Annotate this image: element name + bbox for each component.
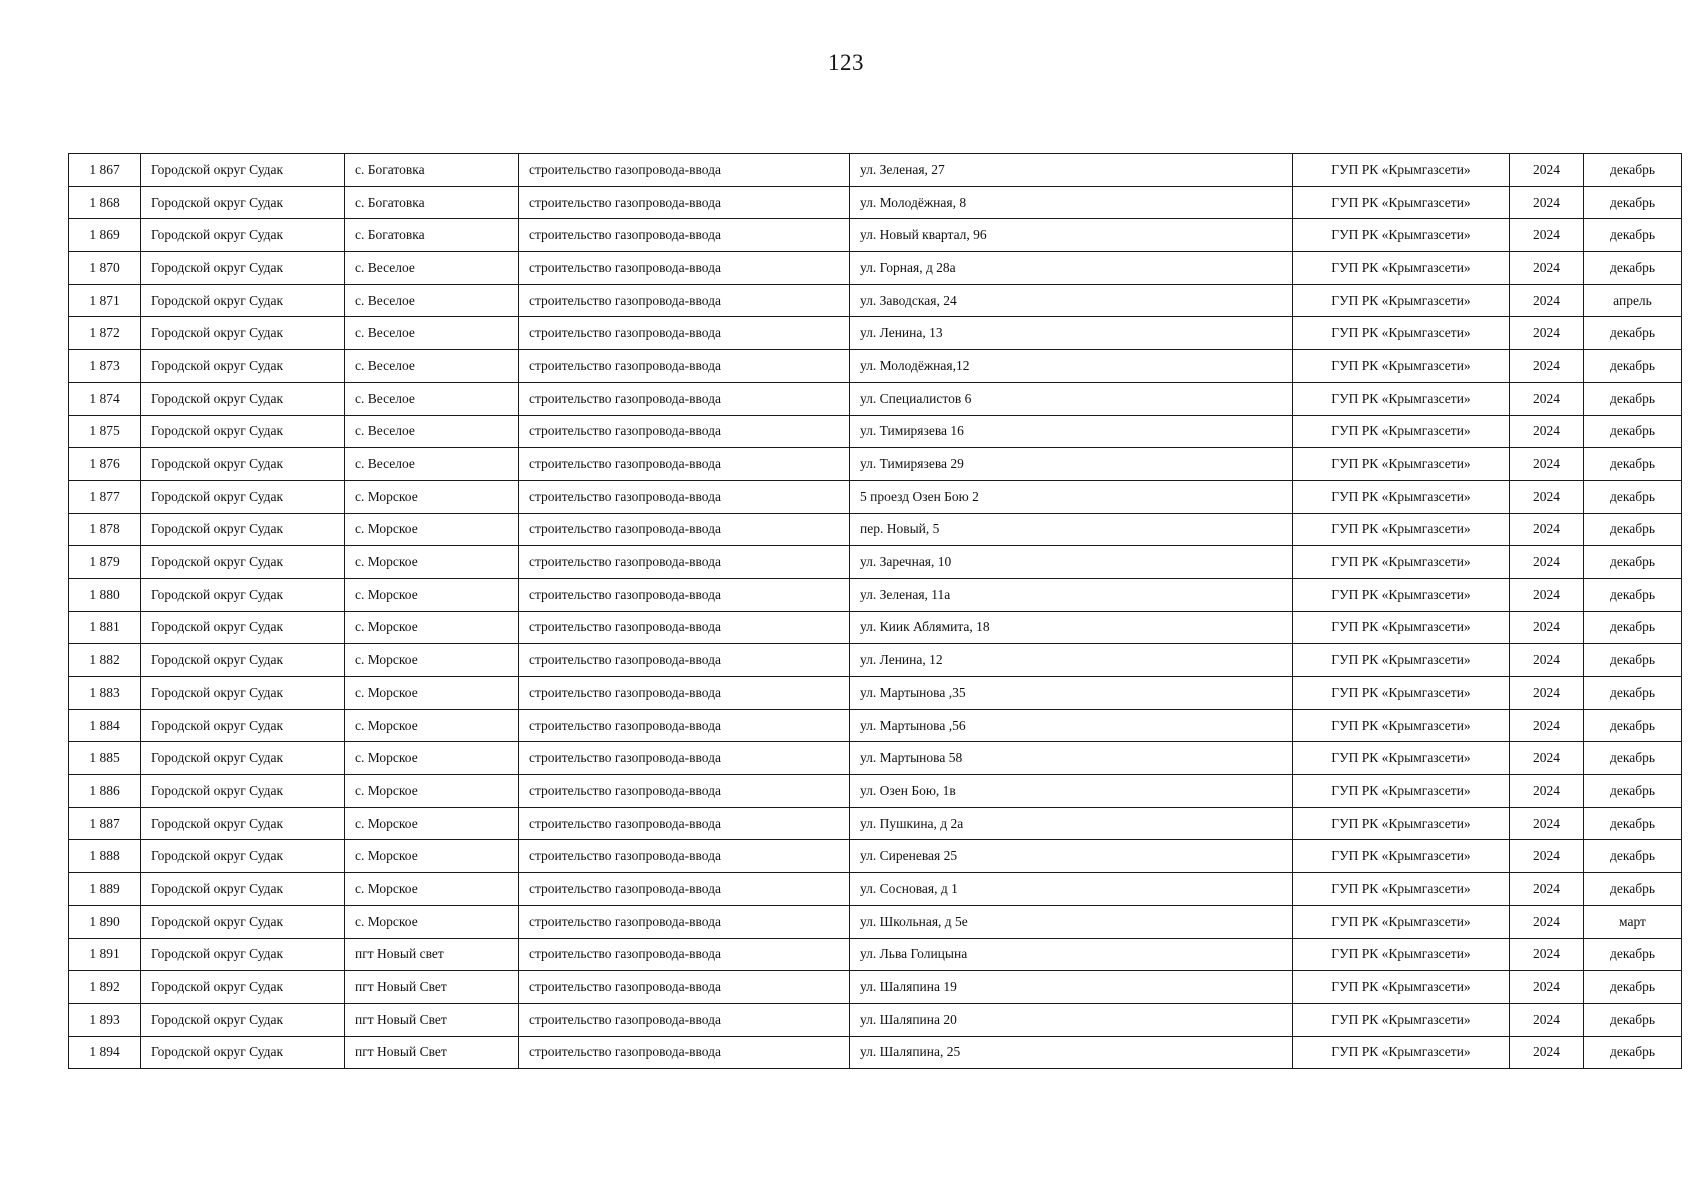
table-row (69, 742, 1682, 775)
table-row (69, 938, 1682, 971)
table-row (69, 677, 1682, 710)
table-row (69, 1003, 1682, 1036)
month-cell: декабрь (1584, 840, 1682, 873)
organization-cell: ГУП РК «Крымгазсети» (1293, 480, 1510, 513)
organization-cell: ГУП РК «Крымгазсети» (1293, 840, 1510, 873)
work-type-cell: строительство газопровода-ввода (519, 284, 850, 317)
month-cell: декабрь (1584, 677, 1682, 710)
settlement-cell: с. Морское (345, 546, 519, 579)
district-cell: Городской округ Судак (141, 513, 345, 546)
row-number-cell: 1 876 (69, 448, 141, 481)
row-number-cell: 1 883 (69, 677, 141, 710)
month-cell: декабрь (1584, 219, 1682, 252)
table-row (69, 1036, 1682, 1069)
district-cell: Городской округ Судак (141, 611, 345, 644)
month-cell: декабрь (1584, 873, 1682, 906)
year-cell: 2024 (1510, 709, 1584, 742)
year-cell: 2024 (1510, 382, 1584, 415)
month-cell: декабрь (1584, 252, 1682, 285)
row-number-cell: 1 885 (69, 742, 141, 775)
district-cell: Городской округ Судак (141, 546, 345, 579)
row-number-cell: 1 868 (69, 186, 141, 219)
address-cell: ул. Шаляпина 19 (850, 971, 1293, 1004)
month-cell: март (1584, 905, 1682, 938)
address-cell: ул. Школьная, д 5е (850, 905, 1293, 938)
year-cell: 2024 (1510, 186, 1584, 219)
row-number-cell: 1 880 (69, 578, 141, 611)
row-number-cell: 1 867 (69, 154, 141, 187)
district-cell: Городской округ Судак (141, 578, 345, 611)
address-cell: ул. Озен Бою, 1в (850, 775, 1293, 808)
settlement-cell: с. Морское (345, 709, 519, 742)
table-row (69, 578, 1682, 611)
address-cell: ул. Киик Аблямита, 18 (850, 611, 1293, 644)
work-type-cell: строительство газопровода-ввода (519, 154, 850, 187)
work-type-cell: строительство газопровода-ввода (519, 1003, 850, 1036)
table-row (69, 350, 1682, 383)
work-type-cell: строительство газопровода-ввода (519, 448, 850, 481)
work-type-cell: строительство газопровода-ввода (519, 807, 850, 840)
work-type-cell: строительство газопровода-ввода (519, 382, 850, 415)
table-row (69, 317, 1682, 350)
table-row (69, 154, 1682, 187)
organization-cell: ГУП РК «Крымгазсети» (1293, 219, 1510, 252)
month-cell: декабрь (1584, 578, 1682, 611)
district-cell: Городской округ Судак (141, 350, 345, 383)
row-number-cell: 1 877 (69, 480, 141, 513)
month-cell: декабрь (1584, 350, 1682, 383)
settlement-cell: с. Веселое (345, 284, 519, 317)
settlement-cell: с. Богатовка (345, 154, 519, 187)
organization-cell: ГУП РК «Крымгазсети» (1293, 677, 1510, 710)
address-cell: ул. Новый квартал, 96 (850, 219, 1293, 252)
organization-cell: ГУП РК «Крымгазсети» (1293, 578, 1510, 611)
organization-cell: ГУП РК «Крымгазсети» (1293, 775, 1510, 808)
month-cell: декабрь (1584, 513, 1682, 546)
organization-cell: ГУП РК «Крымгазсети» (1293, 350, 1510, 383)
organization-cell: ГУП РК «Крымгазсети» (1293, 252, 1510, 285)
work-type-cell: строительство газопровода-ввода (519, 644, 850, 677)
work-type-cell: строительство газопровода-ввода (519, 611, 850, 644)
year-cell: 2024 (1510, 644, 1584, 677)
district-cell: Городской округ Судак (141, 677, 345, 710)
table-body (69, 154, 1682, 1069)
organization-cell: ГУП РК «Крымгазсети» (1293, 186, 1510, 219)
year-cell: 2024 (1510, 840, 1584, 873)
address-cell: ул. Сосновая, д 1 (850, 873, 1293, 906)
district-cell: Городской округ Судак (141, 971, 345, 1004)
address-cell: ул. Зеленая, 27 (850, 154, 1293, 187)
settlement-cell: с. Морское (345, 873, 519, 906)
address-cell: ул. Горная, д 28а (850, 252, 1293, 285)
address-cell: ул. Льва Голицына (850, 938, 1293, 971)
settlement-cell: с. Веселое (345, 415, 519, 448)
work-type-cell: строительство газопровода-ввода (519, 317, 850, 350)
organization-cell: ГУП РК «Крымгазсети» (1293, 513, 1510, 546)
work-type-cell: строительство газопровода-ввода (519, 709, 850, 742)
work-type-cell: строительство газопровода-ввода (519, 905, 850, 938)
address-cell: ул. Специалистов 6 (850, 382, 1293, 415)
year-cell: 2024 (1510, 1036, 1584, 1069)
row-number-cell: 1 871 (69, 284, 141, 317)
month-cell: декабрь (1584, 448, 1682, 481)
year-cell: 2024 (1510, 938, 1584, 971)
district-cell: Городской округ Судак (141, 252, 345, 285)
table-row (69, 219, 1682, 252)
row-number-cell: 1 873 (69, 350, 141, 383)
work-type-cell: строительство газопровода-ввода (519, 873, 850, 906)
settlement-cell: пгт Новый свет (345, 938, 519, 971)
work-type-cell: строительство газопровода-ввода (519, 252, 850, 285)
address-cell: ул. Заводская, 24 (850, 284, 1293, 317)
address-cell: ул. Заречная, 10 (850, 546, 1293, 579)
row-number-cell: 1 874 (69, 382, 141, 415)
address-cell: ул. Пушкина, д 2а (850, 807, 1293, 840)
district-cell: Городской округ Судак (141, 186, 345, 219)
row-number-cell: 1 881 (69, 611, 141, 644)
table-row (69, 382, 1682, 415)
month-cell: декабрь (1584, 1036, 1682, 1069)
month-cell: декабрь (1584, 709, 1682, 742)
row-number-cell: 1 893 (69, 1003, 141, 1036)
year-cell: 2024 (1510, 154, 1584, 187)
table-row (69, 905, 1682, 938)
month-cell: декабрь (1584, 1003, 1682, 1036)
year-cell: 2024 (1510, 611, 1584, 644)
settlement-cell: с. Морское (345, 905, 519, 938)
year-cell: 2024 (1510, 807, 1584, 840)
district-cell: Городской округ Судак (141, 938, 345, 971)
work-type-cell: строительство газопровода-ввода (519, 840, 850, 873)
work-type-cell: строительство газопровода-ввода (519, 219, 850, 252)
table-row (69, 186, 1682, 219)
address-cell: ул. Шаляпина, 25 (850, 1036, 1293, 1069)
settlement-cell: с. Морское (345, 840, 519, 873)
year-cell: 2024 (1510, 873, 1584, 906)
address-cell: ул. Ленина, 13 (850, 317, 1293, 350)
table-row (69, 644, 1682, 677)
table-row (69, 709, 1682, 742)
table-row (69, 611, 1682, 644)
settlement-cell: с. Веселое (345, 317, 519, 350)
organization-cell: ГУП РК «Крымгазсети» (1293, 611, 1510, 644)
row-number-cell: 1 882 (69, 644, 141, 677)
district-cell: Городской округ Судак (141, 1036, 345, 1069)
work-type-cell: строительство газопровода-ввода (519, 578, 850, 611)
address-cell: пер. Новый, 5 (850, 513, 1293, 546)
settlement-cell: с. Морское (345, 611, 519, 644)
row-number-cell: 1 875 (69, 415, 141, 448)
settlement-cell: с. Морское (345, 807, 519, 840)
district-cell: Городской округ Судак (141, 905, 345, 938)
address-cell: ул. Молодёжная,12 (850, 350, 1293, 383)
settlement-cell: с. Богатовка (345, 186, 519, 219)
page-number: 123 (828, 50, 864, 75)
district-cell: Городской округ Судак (141, 448, 345, 481)
year-cell: 2024 (1510, 219, 1584, 252)
month-cell: декабрь (1584, 938, 1682, 971)
year-cell: 2024 (1510, 448, 1584, 481)
district-cell: Городской округ Судак (141, 840, 345, 873)
row-number-cell: 1 889 (69, 873, 141, 906)
row-number-cell: 1 892 (69, 971, 141, 1004)
year-cell: 2024 (1510, 971, 1584, 1004)
settlement-cell: с. Богатовка (345, 219, 519, 252)
organization-cell: ГУП РК «Крымгазсети» (1293, 905, 1510, 938)
year-cell: 2024 (1510, 317, 1584, 350)
district-cell: Городской округ Судак (141, 709, 345, 742)
organization-cell: ГУП РК «Крымгазсети» (1293, 546, 1510, 579)
year-cell: 2024 (1510, 415, 1584, 448)
year-cell: 2024 (1510, 252, 1584, 285)
organization-cell: ГУП РК «Крымгазсети» (1293, 382, 1510, 415)
month-cell: декабрь (1584, 611, 1682, 644)
district-cell: Городской округ Судак (141, 644, 345, 677)
settlement-cell: пгт Новый Свет (345, 1003, 519, 1036)
address-cell: ул. Мартынова ,35 (850, 677, 1293, 710)
table-row (69, 252, 1682, 285)
row-number-cell: 1 872 (69, 317, 141, 350)
settlement-cell: с. Веселое (345, 350, 519, 383)
district-cell: Городской округ Судак (141, 807, 345, 840)
row-number-cell: 1 879 (69, 546, 141, 579)
table-row (69, 546, 1682, 579)
year-cell: 2024 (1510, 480, 1584, 513)
organization-cell: ГУП РК «Крымгазсети» (1293, 317, 1510, 350)
address-cell: ул. Мартынова 58 (850, 742, 1293, 775)
table-row (69, 448, 1682, 481)
organization-cell: ГУП РК «Крымгазсети» (1293, 873, 1510, 906)
table-row (69, 971, 1682, 1004)
district-cell: Городской округ Судак (141, 317, 345, 350)
year-cell: 2024 (1510, 350, 1584, 383)
district-cell: Городской округ Судак (141, 775, 345, 808)
address-cell: ул. Тимирязева 29 (850, 448, 1293, 481)
district-cell: Городской округ Судак (141, 1003, 345, 1036)
month-cell: декабрь (1584, 971, 1682, 1004)
table-row (69, 480, 1682, 513)
work-type-cell: строительство газопровода-ввода (519, 513, 850, 546)
organization-cell: ГУП РК «Крымгазсети» (1293, 644, 1510, 677)
table-row (69, 840, 1682, 873)
district-cell: Городской округ Судак (141, 284, 345, 317)
district-cell: Городской округ Судак (141, 382, 345, 415)
row-number-cell: 1 878 (69, 513, 141, 546)
year-cell: 2024 (1510, 775, 1584, 808)
settlement-cell: с. Морское (345, 578, 519, 611)
settlement-cell: с. Веселое (345, 382, 519, 415)
work-type-cell: строительство газопровода-ввода (519, 546, 850, 579)
row-number-cell: 1 894 (69, 1036, 141, 1069)
month-cell: декабрь (1584, 186, 1682, 219)
year-cell: 2024 (1510, 513, 1584, 546)
work-type-cell: строительство газопровода-ввода (519, 415, 850, 448)
year-cell: 2024 (1510, 284, 1584, 317)
settlement-cell: с. Морское (345, 677, 519, 710)
year-cell: 2024 (1510, 578, 1584, 611)
work-type-cell: строительство газопровода-ввода (519, 938, 850, 971)
work-type-cell: строительство газопровода-ввода (519, 186, 850, 219)
settlement-cell: с. Морское (345, 775, 519, 808)
address-cell: ул. Сиреневая 25 (850, 840, 1293, 873)
organization-cell: ГУП РК «Крымгазсети» (1293, 971, 1510, 1004)
month-cell: декабрь (1584, 317, 1682, 350)
organization-cell: ГУП РК «Крымгазсети» (1293, 742, 1510, 775)
address-cell: ул. Молодёжная, 8 (850, 186, 1293, 219)
district-cell: Городской округ Судак (141, 873, 345, 906)
year-cell: 2024 (1510, 546, 1584, 579)
table-row (69, 873, 1682, 906)
month-cell: декабрь (1584, 154, 1682, 187)
table-row (69, 284, 1682, 317)
work-type-cell: строительство газопровода-ввода (519, 971, 850, 1004)
district-cell: Городской округ Судак (141, 415, 345, 448)
row-number-cell: 1 886 (69, 775, 141, 808)
table-row (69, 807, 1682, 840)
organization-cell: ГУП РК «Крымгазсети» (1293, 938, 1510, 971)
organization-cell: ГУП РК «Крымгазсети» (1293, 284, 1510, 317)
month-cell: декабрь (1584, 382, 1682, 415)
organization-cell: ГУП РК «Крымгазсети» (1293, 448, 1510, 481)
work-type-cell: строительство газопровода-ввода (519, 742, 850, 775)
year-cell: 2024 (1510, 905, 1584, 938)
district-cell: Городской округ Судак (141, 480, 345, 513)
month-cell: декабрь (1584, 807, 1682, 840)
month-cell: декабрь (1584, 546, 1682, 579)
settlement-cell: с. Морское (345, 742, 519, 775)
district-cell: Городской округ Судак (141, 154, 345, 187)
year-cell: 2024 (1510, 742, 1584, 775)
district-cell: Городской округ Судак (141, 219, 345, 252)
work-type-cell: строительство газопровода-ввода (519, 677, 850, 710)
organization-cell: ГУП РК «Крымгазсети» (1293, 807, 1510, 840)
year-cell: 2024 (1510, 1003, 1584, 1036)
work-type-cell: строительство газопровода-ввода (519, 350, 850, 383)
settlement-cell: с. Морское (345, 513, 519, 546)
work-type-cell: строительство газопровода-ввода (519, 775, 850, 808)
settlement-cell: пгт Новый Свет (345, 1036, 519, 1069)
settlement-cell: с. Веселое (345, 448, 519, 481)
table-row (69, 513, 1682, 546)
address-cell: ул. Тимирязева 16 (850, 415, 1293, 448)
row-number-cell: 1 870 (69, 252, 141, 285)
organization-cell: ГУП РК «Крымгазсети» (1293, 709, 1510, 742)
settlement-cell: с. Морское (345, 644, 519, 677)
organization-cell: ГУП РК «Крымгазсети» (1293, 1036, 1510, 1069)
address-cell: ул. Ленина, 12 (850, 644, 1293, 677)
settlement-cell: с. Веселое (345, 252, 519, 285)
organization-cell: ГУП РК «Крымгазсети» (1293, 415, 1510, 448)
organization-cell: ГУП РК «Крымгазсети» (1293, 154, 1510, 187)
month-cell: апрель (1584, 284, 1682, 317)
row-number-cell: 1 888 (69, 840, 141, 873)
row-number-cell: 1 891 (69, 938, 141, 971)
table-row (69, 415, 1682, 448)
organization-cell: ГУП РК «Крымгазсети» (1293, 1003, 1510, 1036)
work-type-cell: строительство газопровода-ввода (519, 480, 850, 513)
address-cell: ул. Мартынова ,56 (850, 709, 1293, 742)
address-cell: ул. Зеленая, 11а (850, 578, 1293, 611)
row-number-cell: 1 887 (69, 807, 141, 840)
year-cell: 2024 (1510, 677, 1584, 710)
month-cell: декабрь (1584, 775, 1682, 808)
row-number-cell: 1 884 (69, 709, 141, 742)
district-cell: Городской округ Судак (141, 742, 345, 775)
month-cell: декабрь (1584, 742, 1682, 775)
month-cell: декабрь (1584, 415, 1682, 448)
gas-pipeline-table (68, 153, 1682, 1069)
settlement-cell: с. Морское (345, 480, 519, 513)
address-cell: ул. Шаляпина 20 (850, 1003, 1293, 1036)
month-cell: декабрь (1584, 480, 1682, 513)
row-number-cell: 1 890 (69, 905, 141, 938)
table-row (69, 775, 1682, 808)
row-number-cell: 1 869 (69, 219, 141, 252)
work-type-cell: строительство газопровода-ввода (519, 1036, 850, 1069)
address-cell: 5 проезд Озен Бою 2 (850, 480, 1293, 513)
month-cell: декабрь (1584, 644, 1682, 677)
settlement-cell: пгт Новый Свет (345, 971, 519, 1004)
